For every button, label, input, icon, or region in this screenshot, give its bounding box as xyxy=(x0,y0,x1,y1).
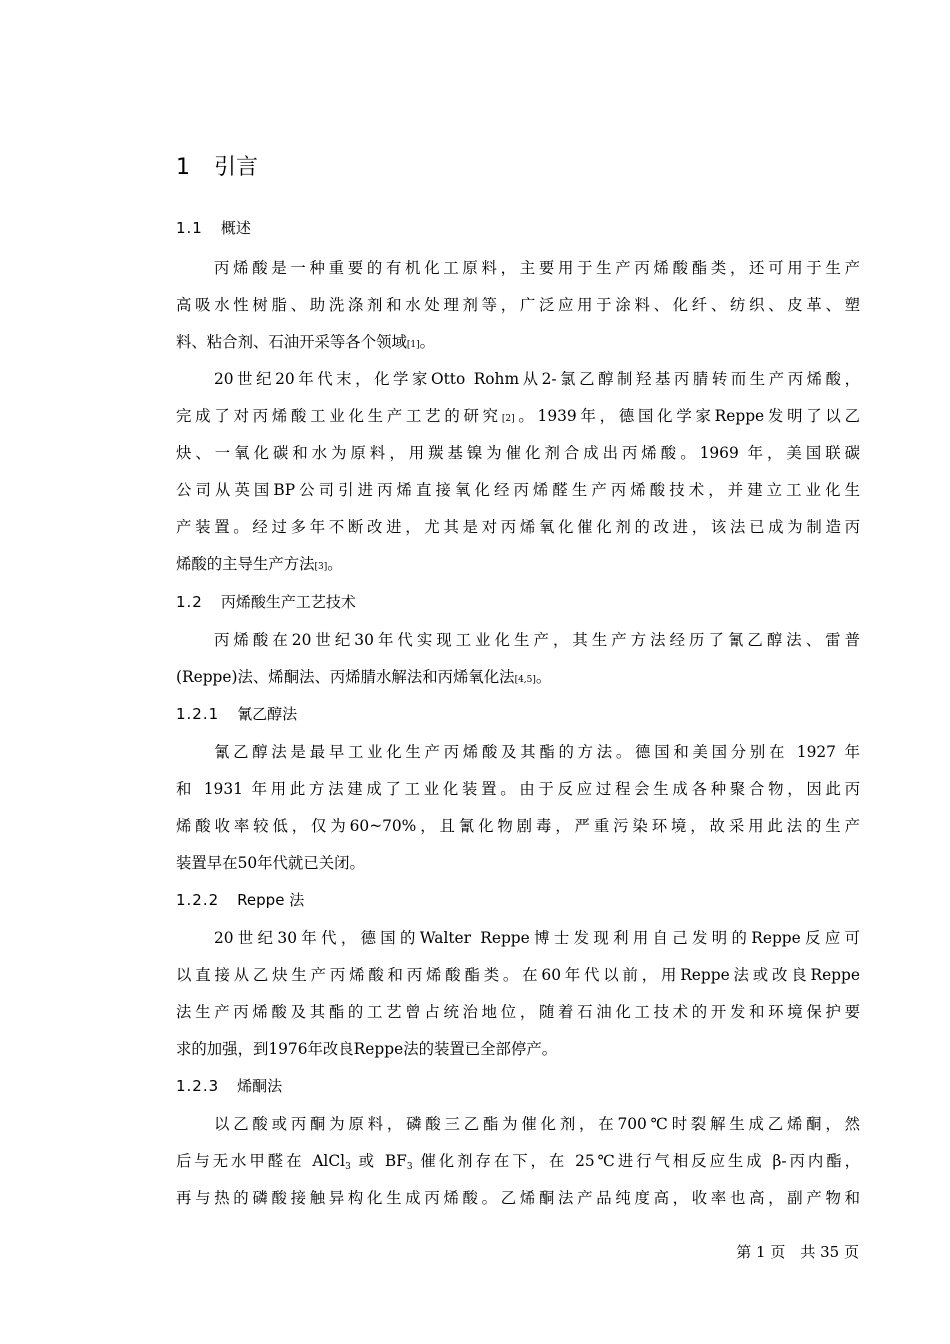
section-heading-1-2-1: 1.2.1 氰乙醇法 xyxy=(176,705,298,723)
page-number-footer: 第 1 页 共 35 页 xyxy=(736,1243,859,1261)
paragraph-processes: 丙烯酸在20世纪30年代实现工业化生产，其生产方法经历了氰乙醇法、雷普 (Reppe)法、烯酮法、丙烯腈水解法和丙烯氧化法[4,5]。 xyxy=(176,631,860,686)
section-heading-1-2-2: 1.2.2 Reppe 法 xyxy=(176,891,305,909)
citation: [2] xyxy=(501,414,515,424)
paragraph-cyanoethanol: 氰乙醇法是最早工业化生产丙烯酸及其酯的方法。德国和美国分别在 1927 年 和 1931 年用此方法建成了工业化装置。由于反应过程会生成各种聚合物，因此丙 烯酸收率较低，仅为60~70%，且氰化物剧毒，严重污染环境，故采用此法的生产 装置早在50年代就已关闭。 xyxy=(176,743,860,872)
chapter-number: 1 xyxy=(176,155,190,180)
chapter-heading xyxy=(176,153,258,183)
section-heading-1-2-3: 1.2.3 烯酮法 xyxy=(176,1077,283,1095)
paragraph-reppe: 20世纪30年代，德国的Walter Reppe博士发现利用自己发明的Reppe反应可 以直接从乙炔生产丙烯酸和丙烯酸酯类。在60年代以前，用Reppe法或改良Reppe 法生产丙烯酸及其酯的工艺曾占统治地位，随着石油化工技术的开发和环境保护要 求的加强，到1976年改良Reppe法的装置已全部停产。 xyxy=(176,929,860,1058)
section-heading-1-1: 1.1 概述 xyxy=(176,219,251,237)
citation: [3] xyxy=(314,562,328,572)
citation: [1] xyxy=(406,340,420,350)
section-heading-1-2: 1.2 丙烯酸生产工艺技术 xyxy=(176,593,356,611)
paragraph-history: 20世纪20年代末，化学家Otto Rohm从2-氯乙醇制羟基丙腈转而生产丙烯酸， 完成了对丙烯酸工业化生产工艺的研究[2]。1939年，德国化学家Reppe发明了以乙 炔、一氧化碳和水为原料，用羰基镍为催化剂合成出丙烯酸。1969 年，美国联碳 公司从英国BP公司引进丙烯直接氧化经丙烯醛生产丙烯酸技术，并建立工业化生 产装置。经过多年不断改进，尤其是对丙烯氧化催化剂的改进，该法已成为制造丙 烯酸的主导生产方法[3]。 xyxy=(176,370,860,573)
paragraph-ketene: 以乙酸或丙酮为原料，磷酸三乙酯为催化剂，在700℃时裂解生成乙烯酮，然 后与无水甲醛在 AlCl$_3$ 或 $BF_3$ 催化剂存在下，在 25℃进行气相反应生成 β-丙内酯， 再与热的磷酸接触异构化生成丙烯酸。乙烯酮法产品纯度高，收率也高，副产物和 xyxy=(176,1115,860,1207)
chapter-title: 引言 xyxy=(214,155,259,180)
paragraph-overview: 丙烯酸是一种重要的有机化工原料，主要用于生产丙烯酸酯类，还可用于生产 高吸水性树脂、助洗涤剂和水处理剂等，广泛应用于涂料、化纤、纺织、皮革、塑 料、粘合剂、石油开采等各个领域[1]。 xyxy=(176,259,860,351)
citation: [4,5] xyxy=(514,675,536,685)
